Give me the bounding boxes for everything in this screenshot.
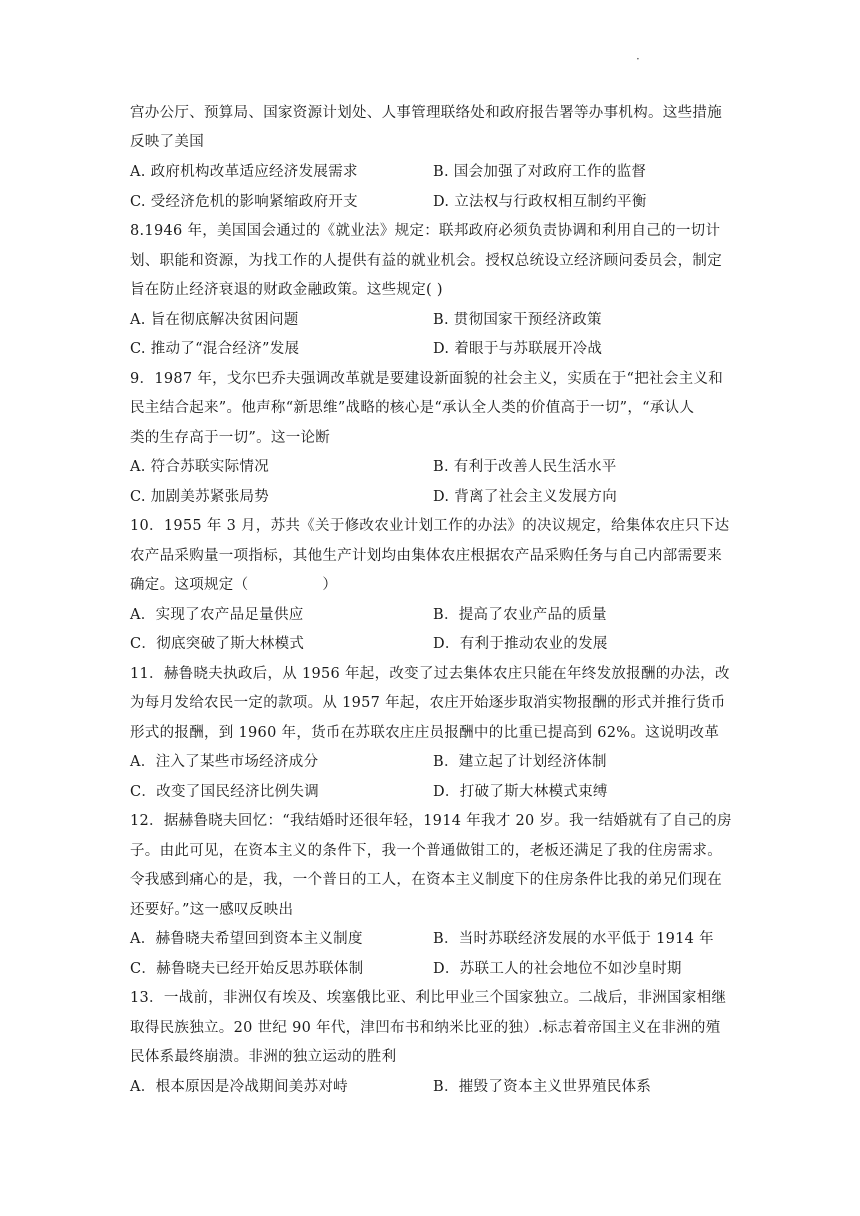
q10-option-d[interactable]: D．有利于推动农业的发展	[433, 636, 608, 652]
q7-option-b[interactable]: B. 国会加强了对政府工作的监督	[433, 164, 647, 180]
q12-line: 令我感到痛心的是，我，一个普日的工人，在资本主义制度下的住房条件比我的弟兄们现在	[130, 872, 722, 888]
q12-line: 12．据赫鲁晓夫回忆：“我结婚时还很年轻，1914 年我才 20 岁。我一结婚就有了自己的房	[130, 813, 732, 829]
header-mark: ·	[636, 52, 640, 66]
q13-line: 13．一战前，非洲仅有埃及、埃塞俄比亚、利比甲业三个国家独立。二战后，非洲国家相继	[130, 990, 727, 1006]
q13-option-a[interactable]: A．根本原因是冷战期间美苏对峙	[130, 1079, 348, 1095]
q8-option-c[interactable]: C. 推动了“混合经济”发展	[130, 341, 300, 357]
q10-line: 确定。这项规定（ ）	[130, 577, 338, 593]
q7-option-a[interactable]: A. 政府机构改革适应经济发展需求	[130, 164, 358, 180]
q8-option-b[interactable]: B. 贯彻国家干预经济政策	[433, 312, 602, 328]
q10-line: 农产品采购量一项指标，其他生产计划均由集体农庄根据农产品采购任务与自己内部需要来	[130, 548, 722, 564]
q9-option-c[interactable]: C. 加剧美苏紧张局势	[130, 489, 270, 505]
q12-option-c[interactable]: C．赫鲁晓夫已经开始反思苏联体制	[130, 961, 364, 977]
q12-option-a[interactable]: A．赫鲁晓夫希望回到资本主义制度	[130, 931, 363, 947]
q12-line: 子。由此可见，在资本主义的条件下，我一个普通做钳工的，老板还满足了我的住房需求。	[130, 843, 722, 859]
q11-option-c[interactable]: C．改变了国民经济比例失调	[130, 784, 319, 800]
q11-option-a[interactable]: A．注入了某些市场经济成分	[130, 754, 319, 770]
q11-option-d[interactable]: D．打破了斯大林模式束缚	[433, 784, 608, 800]
q9-option-d[interactable]: D. 背离了社会主义发展方向	[433, 489, 618, 505]
q9-line: 民主结合起来”。他声称“新思维”战略的核心是“承认全人类的价值高于一切”，“承认人	[130, 400, 695, 416]
q11-option-b[interactable]: B．建立起了计划经济体制	[433, 754, 607, 770]
q8-option-a[interactable]: A. 旨在彻底解决贫困问题	[130, 312, 299, 328]
q10-option-b[interactable]: B．提高了农业产品的质量	[433, 607, 607, 623]
q7-line: 宫办公厅、预算局、国家资源计划处、人事管理联络处和政府报告署等办事机构。这些措施	[130, 105, 722, 121]
q13-option-b[interactable]: B．摧毁了资本主义世界殖民体系	[433, 1079, 652, 1095]
q11-line: 为每月发给农民一定的款项。从 1957 年起，农庄开始逐步取消实物报酬的形式并推行货币	[130, 695, 726, 711]
q10-option-a[interactable]: A．实现了农产品足量供应	[130, 607, 304, 623]
q12-option-b[interactable]: B．当时苏联经济发展的水平低于 1914 年	[433, 931, 714, 947]
q12-option-d[interactable]: D．苏联工人的社会地位不如沙皇时期	[433, 961, 682, 977]
q7-option-c[interactable]: C. 受经济危机的影响紧缩政府开支	[130, 194, 358, 210]
q8-option-d[interactable]: D. 着眼于与苏联展开冷战	[433, 341, 603, 357]
q8-line: 8.1946 年，美国国会通过的《就业法》规定：联邦政府必须负责协调和利用自己的一切计	[130, 223, 721, 239]
q8-line: 旨在防止经济衰退的财政金融政策。这些规定( )	[130, 282, 443, 298]
q13-line: 取得民族独立。20 世纪 90 年代，津凹布书和纳米比亚的独）.标志着帝国主义在非洲的殖	[130, 1020, 721, 1036]
q10-option-c[interactable]: C．彻底突破了斯大林模式	[130, 636, 305, 652]
q8-line: 划、职能和资源，为找工作的人提供有益的就业机会。授权总统设立经济顾问委员会，制定	[130, 253, 722, 269]
q11-line: 形式的报酬，到 1960 年，货币在苏联农庄庄员报酬中的比重已提高到 62%。这说明改革	[130, 725, 720, 741]
q9-line: 9．1987 年，戈尔巴乔夫强调改革就是要建设新面貌的社会主义，实质在于“把社会主义和	[130, 371, 724, 387]
q9-option-a[interactable]: A. 符合苏联实际情况	[130, 459, 269, 475]
q7-line: 反映了美国	[130, 134, 204, 150]
q9-line: 类的生存高于一切”。这一论断	[130, 430, 331, 446]
q11-line: 11．赫鲁晓夫执政后，从 1956 年起，改变了过去集体农庄只能在年终发放报酬的办法，改	[130, 666, 730, 682]
q7-option-d[interactable]: D. 立法权与行政权相互制约平衡	[433, 194, 647, 210]
q9-option-b[interactable]: B. 有利于改善人民生活水平	[433, 459, 617, 475]
q12-line: 还要好。”这一感叹反映出	[130, 902, 294, 918]
q10-line: 10．1955 年 3 月，苏共《关于修改农业计划工作的办法》的决议规定，给集体农庄只下达	[130, 518, 730, 534]
q13-line: 民体系最终崩溃。非洲的独立运动的胜利	[130, 1049, 397, 1065]
